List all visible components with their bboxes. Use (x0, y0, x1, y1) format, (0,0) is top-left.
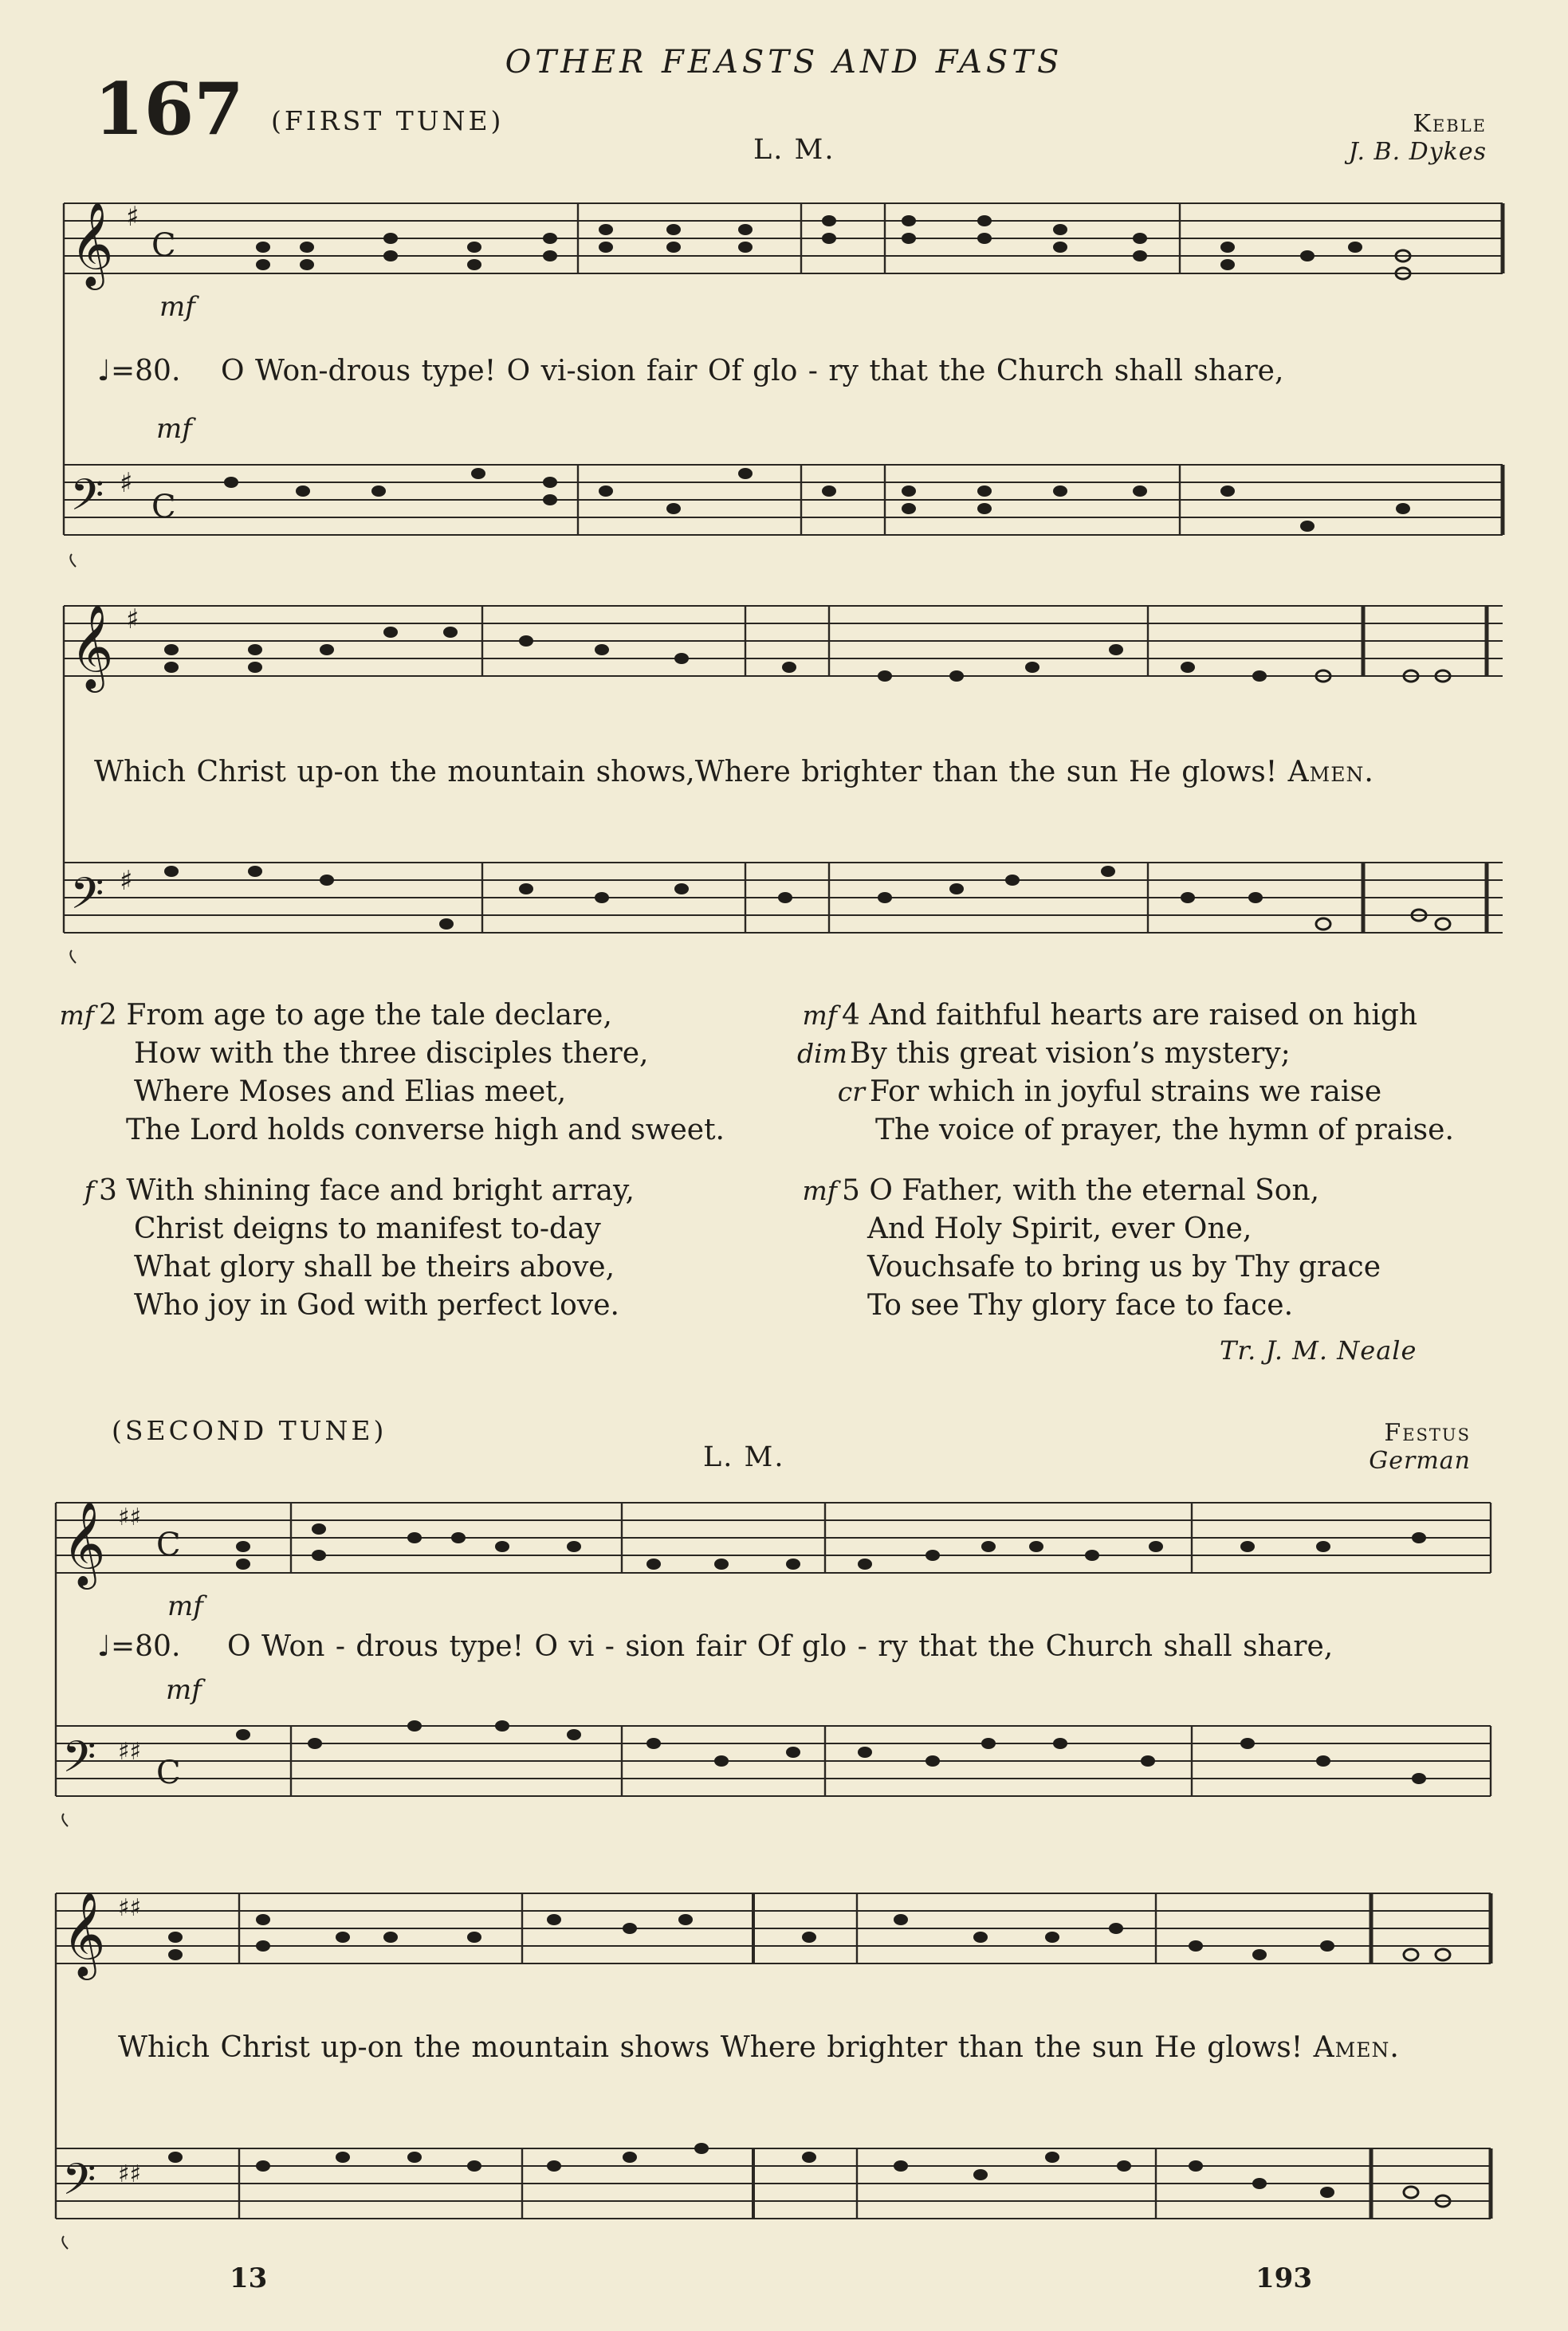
second-tune-tempo-value: =80. (110, 1630, 181, 1663)
second-tune-tempo (97, 1630, 180, 1663)
second-tune-attribution (1244, 1419, 1471, 1475)
amen-label: Amen. (1287, 756, 1374, 788)
quarter-note-icon: ♩ (97, 1630, 111, 1663)
sharp-icon: ♯ (126, 201, 140, 233)
sharp-icon: ♯♯ (118, 1504, 142, 1531)
second-tune-author: Festus (1384, 1419, 1471, 1447)
verse-3: f 3 With shining face and bright array, Christ deigns to manifest to-day What glory shall be theirs above, Who joy in God with perfect love. (84, 1174, 635, 1322)
second-tune-lyrics-1: O Won - drous type! O vi - sion fair Of glo - ry that the Church shall share, (227, 1630, 1334, 1663)
bass-clef-icon: 𝄢 (62, 2154, 96, 2215)
first-tune-lyrics-1: O Won-drous type! O vi-sion fair Of glo - ry that the Church shall share, (221, 355, 1284, 387)
first-tune-dynamic-bass: mf (156, 413, 192, 445)
treble-notes (256, 215, 1410, 279)
signature-mark: 13 (230, 2262, 268, 2294)
common-time-icon: C (156, 1527, 181, 1563)
verse-2: mf 2 From age to age the tale declare, How with the three disciples there, Where Moses and Elias meet, The Lord holds converse high and sweet. (59, 999, 725, 1146)
first-tune-lyrics-2: Which Christ up-on the mountain shows,Where brighter than the sun He glows! Amen. (94, 756, 1374, 788)
bass-clef-icon: 𝄢 (70, 868, 104, 930)
hymn-number: 167 (94, 67, 244, 151)
common-time-icon: C (156, 1755, 181, 1791)
first-tune-composer: J. B. Dykes (1348, 138, 1487, 166)
page-number: 193 (1256, 2262, 1312, 2294)
section-title: OTHER FEASTS AND FASTS (505, 44, 1063, 81)
verse-4: mf 4 And faithful hearts are raised on high dimBy this great vision’s mystery; cr For which in joyful strains we raise The voice of prayer, the hymn of praise. (797, 999, 1454, 1146)
sharp-icon: ♯♯ (118, 1894, 142, 1922)
first-tune-tempo-value: =80. (110, 355, 181, 387)
first-tune-meter: L. M. (753, 134, 835, 166)
bass-clef-icon: 𝄢 (62, 1732, 96, 1793)
treble-staff (64, 203, 1503, 273)
treble-clef-icon: 𝄞 (70, 603, 114, 689)
verse-5: mf 5 O Father, with the eternal Son, And Holy Spirit, ever One, Vouchsafe to bring us by Thy grace To see Thy glory face to face. (802, 1174, 1381, 1322)
common-time-icon: C (151, 489, 176, 525)
sharp-icon: ♯♯ (118, 2160, 142, 2188)
first-tune-tempo (97, 355, 180, 387)
quarter-note-icon: ♩ (97, 355, 111, 387)
second-tune-lyrics-2: Which Christ up-on the mountain shows Where brighter than the sun He glows! Amen. (118, 2031, 1400, 2064)
first-tune-dynamic-treble: mf (159, 291, 195, 323)
sharp-icon: ♯ (120, 865, 133, 897)
first-tune-label: (FIRST TUNE) (271, 105, 505, 136)
second-tune-dynamic-treble: mf (167, 1590, 203, 1622)
second-tune-meter: L. M. (703, 1441, 785, 1473)
second-tune-system-2 (0, 1869, 1568, 2260)
treble-clef-icon: 𝄞 (70, 201, 114, 286)
second-tune-label: (SECOND TUNE) (112, 1415, 387, 1446)
first-tune-author: Keble (1413, 110, 1487, 138)
bass-clef-icon: 𝄢 (70, 470, 104, 531)
translator-credit: Tr. J. M. Neale (1220, 1335, 1417, 1366)
second-tune-composer: German (1369, 1447, 1471, 1475)
first-tune-attribution (1244, 110, 1487, 166)
sharp-icon: ♯♯ (118, 1738, 142, 1766)
treble-clef-icon: 𝄞 (62, 1500, 106, 1586)
common-time-icon: C (151, 227, 176, 264)
treble-clef-icon: 𝄞 (62, 1891, 106, 1976)
bass-staff (64, 465, 1503, 535)
sharp-icon: ♯ (126, 603, 140, 635)
second-tune-system-1 (0, 1479, 1568, 1869)
second-tune-dynamic-bass: mf (166, 1674, 202, 1706)
sharp-icon: ♯ (120, 467, 133, 499)
amen-label: Amen. (1313, 2031, 1400, 2064)
